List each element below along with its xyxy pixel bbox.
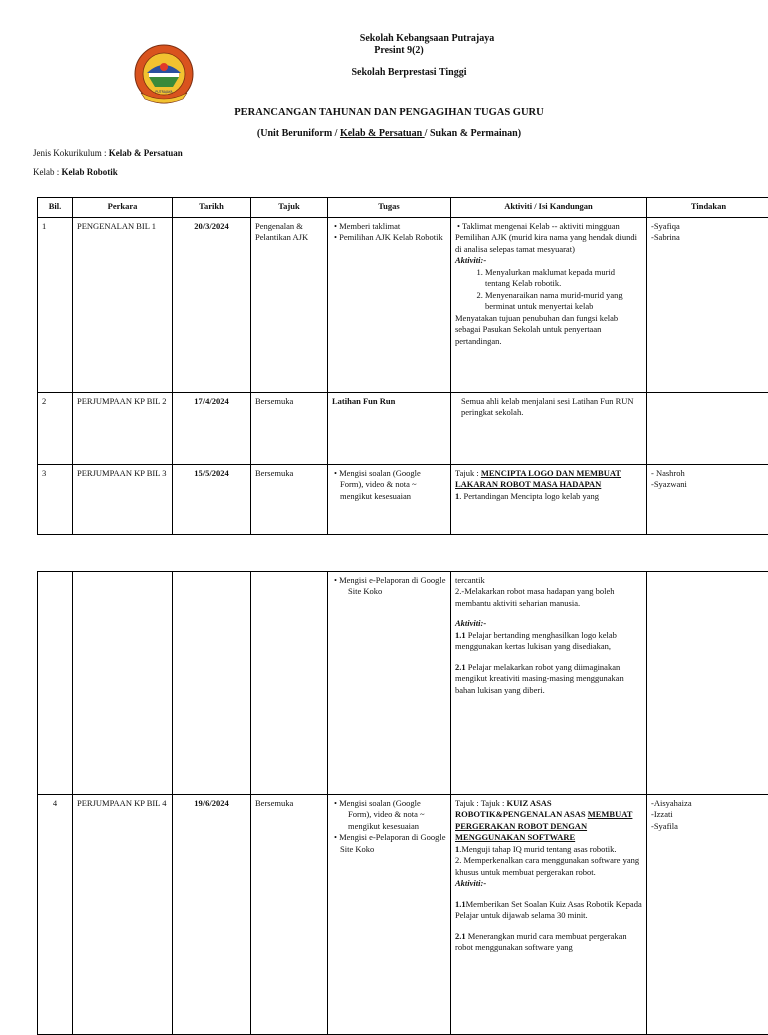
table-row: • Mengisi e-Pelaporan di Google Site Koko tercantik 2.-Melakarkan robot masa hadapan yang boleh membantu aktiviti seharian manusia. Aktiviti:- 1.1 Pelajar bertanding menghasilkan logo kelab menggunakan kertas lukisan yang disediakan, 2.1 Pelajar melakarkan robot yang diimaginakan mengikut kreativiti masing-masing menggunakan bahan lukisan yang diberi.	[38, 572, 768, 795]
col-tugas: Tugas	[328, 198, 451, 218]
col-perkara: Perkara	[73, 198, 173, 218]
logo-text: PUTRAJAYA	[155, 90, 173, 94]
col-tarikh: Tarikh	[173, 198, 251, 218]
document-subtitle: (Unit Beruniform / Kelab & Persatuan / Sukan & Permainan)	[5, 128, 768, 139]
table-row: 1 PENGENALAN BIL 1 20/3/2024 Pengenalan & Pelantikan AJK • Memberi taklimat • Pemilihan AJK Kelab Robotik • Taklimat mengenai Kelab -- aktiviti mingguan Pemilihan AJK (murid kira nama yang hendak diundi di analisa selepas tamat mesyuarat) Aktiviti:- 1. Menyalurkan maklumat kepada murid tentang Kelab robotik. 2. Menyenaraikan nama murid-murid yang berminat untuk menyertai kelab Menyatakan tujuan penubuhan dan fungsi kelab sebagai Pasukan Sekolah untuk penyertaan pertandingan. -Syafiqa -Sabrina	[38, 218, 768, 393]
kelab-name: Kelab : Kelab Robotik	[33, 167, 118, 177]
col-tindakan: Tindakan	[647, 198, 768, 218]
school-tagline: Sekolah Berprestasi Tinggi	[25, 67, 768, 78]
school-name: Sekolah Kebangsaan Putrajaya	[43, 33, 768, 44]
table-row: 4 PERJUMPAAN KP BIL 4 19/6/2024 Bersemuka • Mengisi soalan (Google Form), video & nota ~ mengikut kesesuaian • Mengisi e-Pelaporan di Google Site Koko Tajuk : Tajuk : KUIZ ASAS ROBOTIK&PENGENALAN ASAS MEMBUAT PERGERAKAN ROBOT DENGAN MENGGUNAKAN SOFTWARE 1.Menguji tahap IQ murid tentang asas robotik. 2. Memperkenalkan cara menggunakan software yang khusus untuk membuat pergerakan robot. Aktiviti:- 1.1Memberikan Set Soalan Kuiz Asas Robotik Kepada Pelajar untuk dijawab selama 30 minit. 2.1 Menerangkan murid cara membuat pergerakan robot menggunakan software yang -Aisyahaiza -Izzati -Syafila	[38, 795, 768, 1035]
school-crest-logo	[133, 43, 195, 105]
table-header-row	[38, 198, 768, 218]
col-aktiviti: Aktiviti / Isi Kandungan	[451, 198, 647, 218]
document-title: PERANCANGAN TAHUNAN DAN PENGAGIHAN TUGAS GURU	[5, 107, 768, 118]
col-bil: Bil.	[38, 198, 73, 218]
school-address: Presint 9(2)	[15, 45, 768, 56]
plan-table	[37, 197, 768, 535]
table-row: 2 PERJUMPAAN KP BIL 2 17/4/2024 Bersemuka Latihan Fun Run Semua ahli kelab menjalani sesi Latihan Fun RUN peringkat sekolah.	[38, 393, 768, 465]
col-tajuk: Tajuk	[251, 198, 328, 218]
plan-table-continued	[37, 571, 768, 1035]
table-row: 3 PERJUMPAAN KP BIL 3 15/5/2024 Bersemuka • Mengisi soalan (Google Form), video & nota ~ mengikut kesesuaian Tajuk : MENCIPTA LOGO DAN MEMBUAT LAKARAN ROBOT MASA HADAPAN 1. Pertandingan Mencipta logo kelab yang - Nashroh -Syazwani	[38, 465, 768, 535]
jenis-kokurikulum: Jenis Kokurikulum : Kelab & Persatuan	[33, 148, 183, 158]
